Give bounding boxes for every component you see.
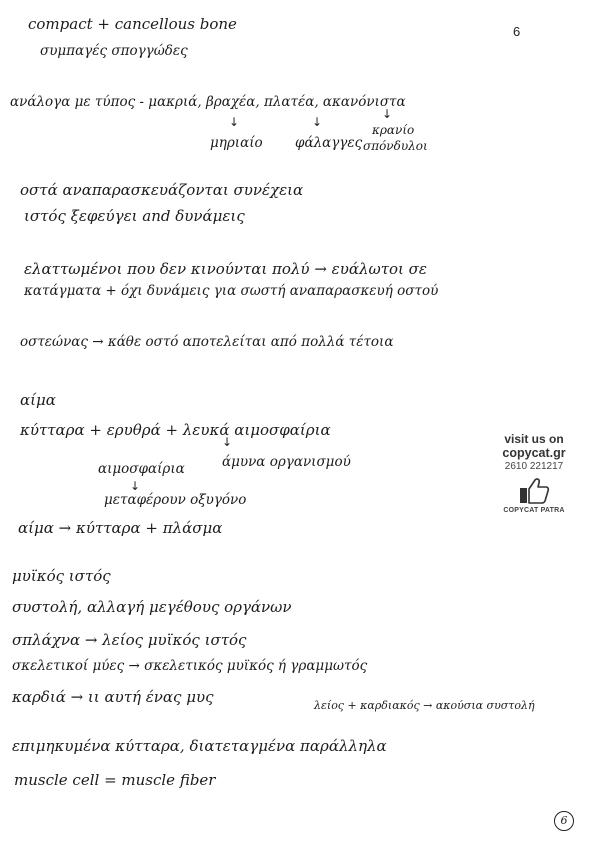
note-blood-haemocytes: αιμοσφαίρια [98, 461, 185, 477]
down-arrow-icon: ↓ [222, 435, 233, 449]
down-arrow-icon: ↓ [382, 107, 393, 121]
note-line-tissue: ιστός ξεφεύγει and δυνάμεις [24, 207, 245, 225]
note-line-elongated-cells: επιμηκυμένα κύτταρα, διατεταγμένα παράλληλα [12, 737, 387, 755]
note-line-blood-plasma: αίμα → κύτταρα + πλάσμα [18, 519, 223, 537]
copycat-advert [488, 432, 580, 514]
note-heading-blood: αίμα [20, 391, 56, 409]
circled-page-number: 6 [554, 811, 574, 831]
note-line-involuntary: λείος + καρδιακός → ακούσια συστολή [314, 699, 535, 712]
note-line-smooth-muscle: σπλάχνα → λείος μυϊκός ιστός [12, 631, 247, 649]
note-blood-oxygen: μεταφέρουν οξυγόνο [104, 492, 247, 508]
note-line-compact-translation: συμπαγές σπογγώδες [40, 43, 188, 59]
advert-visit-text: visit us on [504, 432, 564, 446]
note-line-remodeling: οστά αναπαρασκευάζονται συνέχεια [20, 181, 304, 199]
down-arrow-icon: ↓ [312, 115, 323, 129]
note-line-contraction: συστολή, αλλαγή μεγέθους οργάνων [12, 598, 292, 616]
note-line-osteon: οστεώνας → κάθε οστό αποτελείται από πολλά τέτοια [20, 334, 394, 350]
advert-phone: 2610 221217 [504, 461, 564, 472]
note-line-skeletal-muscle: σκελετικοί μύες → σκελετικός μυϊκός ή γραμμωτός [12, 658, 368, 674]
note-line-heart: καρδιά → ιι αυτή ένας μυς [12, 688, 214, 706]
note-example-vertebrae: σπόνδυλοι [363, 139, 428, 153]
down-arrow-icon: ↓ [229, 115, 240, 129]
note-line-muscle-fiber: muscle cell = muscle fiber [14, 771, 216, 789]
note-example-phalanges: φάλαγγες [295, 135, 363, 151]
advert-brand: COPYCAT PATRA [503, 507, 565, 514]
note-line-inactive: ελαττωμένοι που δεν κινούνται πολύ → ευάλωτοι σε [24, 260, 427, 278]
note-blood-defense: άμυνα οργανισμού [222, 454, 351, 470]
note-line-fractures: κατάγματα + όχι δυνάμεις για σωστή αναπαρασκευή οστού [24, 283, 439, 299]
page-number: 6 [513, 24, 521, 39]
down-arrow-icon: ↓ [130, 479, 141, 493]
note-heading-muscle-tissue: μυϊκός ιστός [12, 567, 111, 585]
thumbs-up-icon [518, 477, 550, 505]
note-example-skull: κρανίο [372, 123, 415, 137]
note-line-bone-types: ανάλογα με τύπος - μακριά, βραχέα, πλατέα, ακανόνιστα [10, 94, 406, 110]
advert-website: copycat.gr [502, 446, 566, 460]
note-line-blood-cells: κύτταρα + ερυθρά + λευκά αιμοσφαίρια [20, 421, 331, 439]
note-example-femur: μηριαίο [210, 135, 263, 151]
note-line-compact-cancellous: compact + cancellous bone [28, 15, 237, 33]
